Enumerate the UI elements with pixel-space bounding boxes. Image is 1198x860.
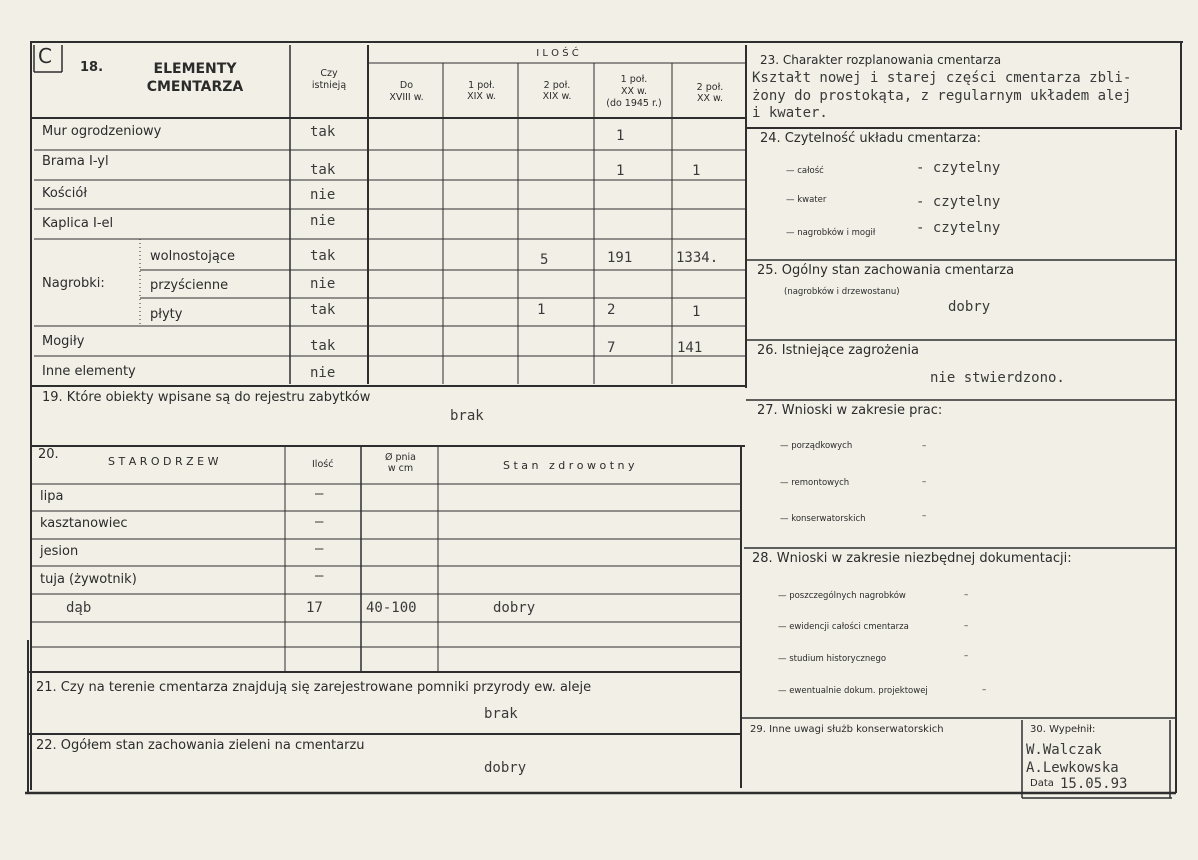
section25-label: 25. Ogólny stan zachowania cmentarza: [757, 263, 1015, 278]
section24-item-label: — całość: [786, 166, 824, 176]
section28-item-dash: –: [964, 651, 969, 661]
row-label: Brama I-yl: [42, 154, 109, 169]
exists-value: tak: [310, 124, 336, 140]
qty-value: 1334.: [676, 250, 719, 266]
section24-item-label: — nagrobków i mogił: [786, 228, 876, 238]
col-header-4: [674, 82, 746, 104]
section27-label: 27. Wnioski w zakresie prac:: [757, 403, 943, 418]
section28-item-label: — ewidencji całości cmentarza: [778, 622, 909, 632]
date-value: 15.05.93: [1060, 776, 1128, 792]
exists-value: nie: [310, 365, 336, 381]
section25-value: dobry: [948, 299, 991, 315]
pien-l1: Ø pnia: [384, 452, 416, 463]
section22-value: dobry: [484, 760, 527, 776]
section24-item-value: - czytelny: [916, 194, 1001, 210]
tree-pien: 40-100: [366, 600, 417, 616]
col2-l2: XIX w.: [542, 91, 572, 102]
qty-value: 141: [677, 340, 703, 356]
section22-label: 22. Ogółem stan zachowania zieleni na cmentarzu: [36, 738, 365, 753]
tree-name: jesion: [40, 544, 79, 559]
section20-title: S T A R O D R Z E W: [108, 455, 219, 468]
qty-value: 1: [616, 163, 625, 179]
section29-label: 29. Inne uwagi służb konserwatorskich: [750, 724, 944, 735]
section21-label: 21. Czy na terenie cmentarza znajdują się zarejestrowane pomniki przyrody ew. aleje: [36, 680, 592, 695]
qty-value: 5: [540, 252, 549, 268]
col-header-0: [370, 80, 443, 104]
col1-l2: XIX w.: [467, 91, 496, 102]
row-label: Mogiły: [42, 334, 85, 349]
pien-l2: w cm: [387, 463, 414, 474]
section18-title: [120, 60, 270, 96]
qty-value: 1: [537, 302, 546, 318]
section20-col-pien: [363, 452, 438, 474]
col-header-3: [596, 74, 672, 110]
section26-value: nie stwierdzono.: [930, 370, 1065, 386]
section19-value: brak: [450, 408, 484, 424]
section27-item-label: — konserwatorskich: [780, 514, 866, 524]
section28-item-label: — ewentualnie dokum. projektowej: [778, 686, 928, 696]
col1-l1: 1 poł.: [468, 80, 495, 91]
section27-item-dash: –: [922, 441, 927, 451]
row-label: przyścienne: [150, 278, 229, 293]
tree-name: tuja (żywotnik): [40, 572, 137, 587]
section23-label: 23. Charakter rozplanowania cmentarza: [760, 53, 1002, 67]
section28-item-label: — poszczególnych nagrobków: [778, 591, 906, 601]
section24-item-value: - czytelny: [916, 160, 1001, 176]
col3-l1: 1 poł.: [620, 74, 648, 85]
section23-line: i kwater.: [752, 105, 828, 121]
col3-l3: (do 1945 r.): [606, 98, 662, 109]
section27-item-label: — remontowych: [780, 478, 850, 488]
row-label: wolnostojące: [150, 249, 235, 264]
section24-item-value: - czytelny: [916, 220, 1001, 236]
row-label: Inne elementy: [42, 364, 136, 379]
section20-col-stan: S t a n z d r o w o t n y: [503, 459, 635, 472]
tree-name: kasztanowiec: [40, 516, 128, 531]
section27-item-dash: –: [922, 477, 927, 487]
exists-value: nie: [310, 213, 336, 229]
section28-item-dash: –: [964, 590, 969, 600]
row-label: Mur ogrodzeniowy: [42, 124, 162, 139]
section23-line: Kształt nowej i starej części cmentarza zbli-: [752, 70, 1132, 86]
exists-value: tak: [310, 338, 336, 354]
tree-stan: dobry: [493, 600, 536, 616]
tree-ilosc: –: [315, 568, 324, 584]
filled-by-name2: A.Lewkowska: [1026, 760, 1119, 776]
section20-col-ilosc: Ilość: [312, 459, 334, 470]
section28-label: 28. Wnioski w zakresie niezbędnej dokumentacji:: [752, 551, 1072, 566]
ilosc-header: I L O Ś Ć: [536, 48, 579, 59]
tree-ilosc: –: [315, 486, 324, 502]
filled-by-name1: W.Walczak: [1026, 742, 1102, 758]
qty-value: 7: [607, 340, 616, 356]
section18-number: 18.: [80, 60, 104, 75]
exists-value: tak: [310, 302, 336, 318]
date-label: Data: [1030, 778, 1054, 789]
section23-line: żony do prostokąta, z regularnym układem alej: [752, 88, 1132, 104]
exists-value: nie: [310, 187, 336, 203]
corner-letter: C: [38, 44, 52, 68]
exists-value: nie: [310, 276, 336, 292]
section27-item-label: — porządkowych: [780, 441, 853, 451]
exists-value: tak: [310, 248, 336, 264]
col0-l2: XVIII w.: [389, 92, 424, 103]
czy-line2: istnieją: [311, 80, 347, 91]
section28-item-dash: –: [964, 621, 969, 631]
col2-l1: 2 poł.: [543, 80, 571, 91]
section21-value: brak: [484, 706, 518, 722]
tree-name: dąb: [66, 600, 92, 616]
tree-ilosc: –: [315, 541, 324, 557]
tree-ilosc: –: [315, 514, 324, 530]
czy-line1: Czy: [320, 68, 338, 79]
section18-title-line1: ELEMENTY: [153, 61, 237, 77]
row-label: płyty: [150, 307, 183, 322]
row-label: Kaplica I-el: [42, 216, 114, 231]
col4-l2: XX w.: [697, 93, 723, 104]
col0-l1: Do: [399, 80, 414, 91]
nagrobki-label: Nagrobki:: [42, 276, 105, 291]
col-header-1: [445, 80, 518, 102]
qty-value: 1: [692, 163, 701, 179]
section18-title-line2: CMENTARZA: [146, 79, 244, 95]
qty-value: 1: [616, 128, 625, 144]
section28-item-dash: –: [982, 685, 987, 695]
tree-name: lipa: [40, 489, 64, 504]
col-header-2: [520, 80, 594, 102]
qty-value: 2: [607, 302, 616, 318]
section25-sub: (nagrobków i drzewostanu): [784, 287, 900, 297]
col3-l2: XX w.: [621, 86, 647, 97]
section24-item-label: — kwater: [786, 195, 827, 205]
exists-value: tak: [310, 162, 336, 178]
qty-value: 1: [692, 304, 701, 320]
qty-value: 191: [607, 250, 633, 266]
section19-label: 19. Które obiekty wpisane są do rejestru zabytków: [42, 390, 371, 405]
section26-label: 26. Istniejące zagrożenia: [757, 343, 919, 358]
section24-label: 24. Czytelność układu cmentarza:: [760, 131, 982, 146]
row-label: Kościół: [42, 186, 88, 201]
tree-ilosc: 17: [306, 600, 323, 616]
section30-label: 30. Wypełnił:: [1030, 724, 1096, 735]
section28-item-label: — studium historycznego: [778, 654, 887, 664]
col4-l1: 2 poł.: [696, 82, 724, 93]
section20-number: 20.: [38, 447, 59, 462]
czy-istnieja-header: [292, 68, 366, 92]
section27-item-dash: –: [922, 511, 927, 521]
